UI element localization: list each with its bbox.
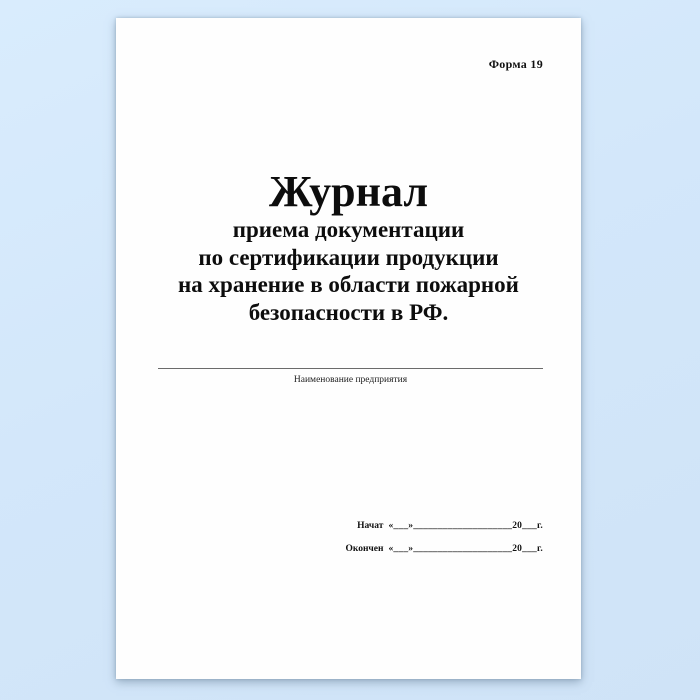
date-finished-value: «___»____________________20___г. bbox=[388, 544, 543, 554]
dates-block bbox=[335, 521, 543, 554]
subtitle-line-3: на хранение в области пожарной bbox=[178, 272, 519, 297]
form-number-label: Форма 19 bbox=[488, 57, 543, 71]
company-name-rule bbox=[158, 368, 543, 387]
date-started-label: Начат bbox=[357, 521, 384, 531]
subtitle-line-2: по сертификации продукции bbox=[198, 244, 499, 270]
date-finished-row bbox=[335, 544, 543, 554]
journal-title: Журнал bbox=[268, 167, 429, 216]
document-page bbox=[116, 18, 581, 679]
subtitle-line-1: приема документации bbox=[232, 217, 465, 242]
date-started-row bbox=[335, 521, 543, 531]
date-started-value: «___»____________________20___г. bbox=[388, 521, 543, 531]
title-block bbox=[116, 168, 581, 326]
company-name-caption: Наименование предприятия bbox=[293, 375, 408, 385]
date-finished-label: Окончен bbox=[345, 544, 384, 554]
subtitle-line-4: безопасности в РФ. bbox=[248, 299, 449, 325]
